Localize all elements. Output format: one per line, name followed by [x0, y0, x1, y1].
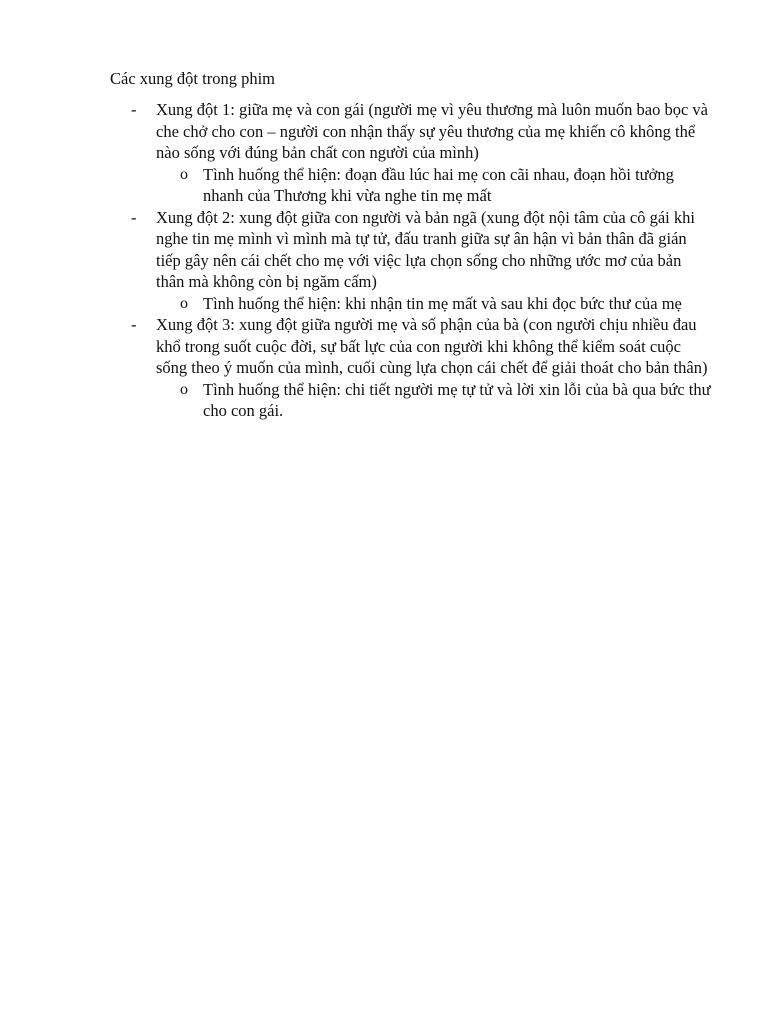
sub-item: [0, 379, 768, 422]
circle-bullet: o: [180, 165, 188, 183]
list-item-text: Xung đột 1: giữa mẹ và con gái (người mẹ vì yêu thương mà luôn muốn bao bọc và che chở cho con – người con nhận thấy sự yêu thương của mẹ khiến cô không thể nào sống với đúng bản chất con người của mình): [156, 100, 709, 162]
sub-item-text: Tình huống thể hiện: đoạn đầu lúc hai mẹ con cãi nhau, đoạn hồi tưởng nhanh của Thương khi vừa nghe tin mẹ mất: [203, 164, 674, 205]
list-item-text: Xung đột 3: xung đột giữa người mẹ và số phận của bà (con người chịu nhiều đau khổ trong suốt cuộc đời, sự bất lực của con người khi không thể kiểm soát cuộc sống theo ý muốn của mình, cuối cùng lựa chọn cái chết để giải thoát cho bản thân): [156, 315, 708, 377]
sub-item: [0, 164, 768, 207]
sub-item: [0, 293, 768, 315]
conflict-list: [0, 99, 768, 422]
circle-bullet: o: [180, 380, 188, 398]
circle-bullet: o: [180, 294, 188, 312]
dash-bullet: -: [131, 100, 137, 119]
list-item-text: Xung đột 2: xung đột giữa con người và bản ngã (xung đột nội tâm của cô gái khi nghe tin mẹ mình vì mình mà tự tử, đấu tranh giữa sự ân hận vì bản thân đã gián tiếp gây nên cái chết cho mẹ với việc lựa chọn sống cho những ước mơ của bản thân mà không còn bị ngăm cấm): [156, 207, 695, 291]
list-item-conflict-2: [0, 207, 768, 315]
list-item-conflict-1: [0, 99, 768, 207]
sub-item-text: Tình huống thể hiện: chi tiết người mẹ tự tử và lời xin lỗi của bà qua bức thư cho con gái.: [203, 379, 711, 420]
dash-bullet: -: [131, 315, 137, 334]
dash-bullet: -: [131, 207, 137, 227]
list-item-conflict-3: [0, 314, 768, 422]
sub-item-text: Tình huống thể hiện: khi nhận tin mẹ mất và sau khi đọc bức thư của mẹ: [203, 293, 682, 313]
document-title: Các xung đột trong phim: [110, 69, 275, 88]
